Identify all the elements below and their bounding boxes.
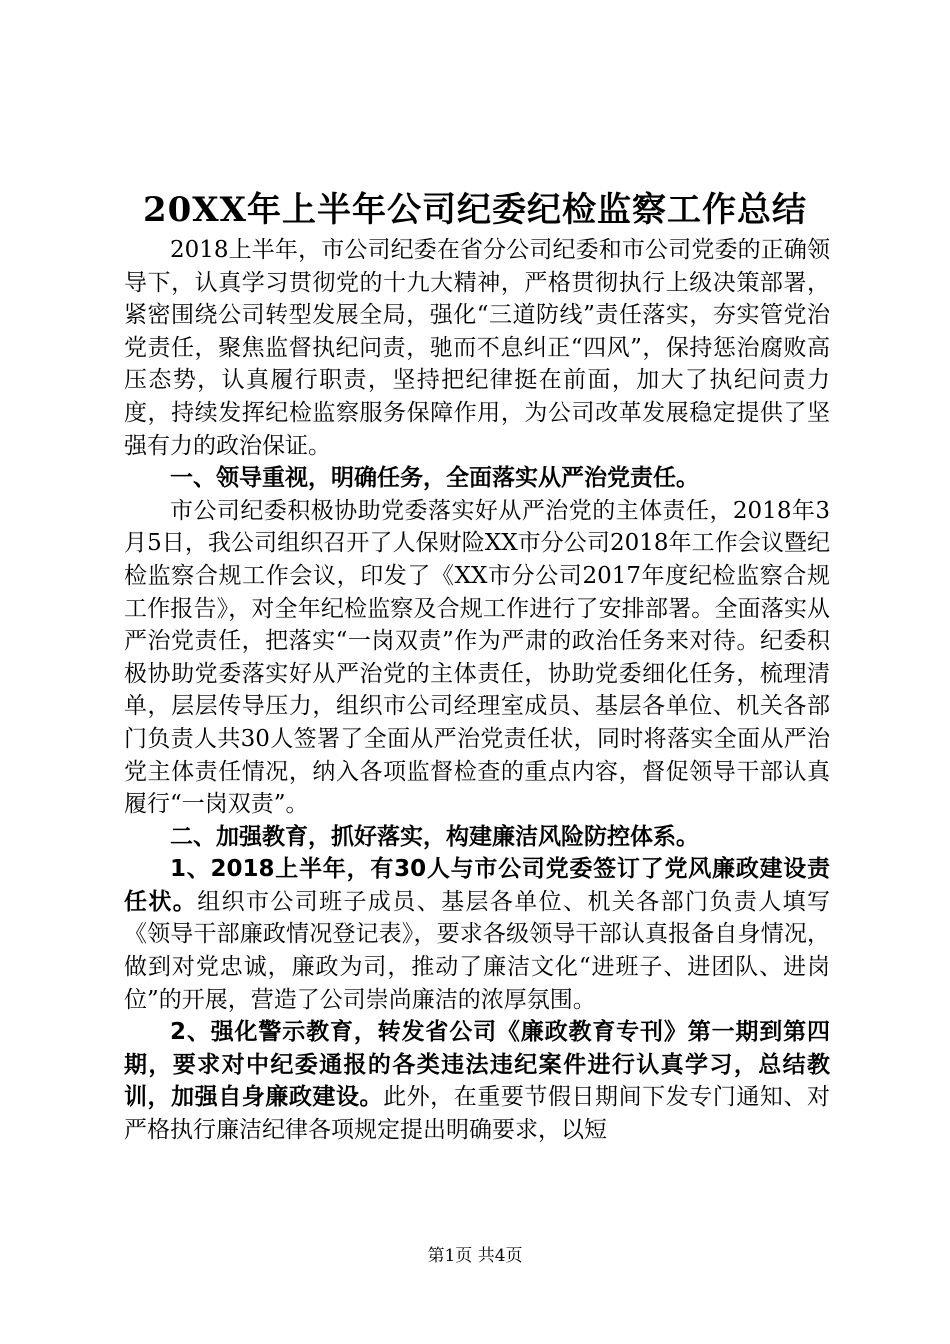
document-title: 20XX年上半年公司纪委纪检监察工作总结 xyxy=(142,190,808,230)
section-heading-2: 二、加强教育，抓好落实，构建廉洁风险防控体系。 xyxy=(170,823,699,850)
paragraph-item-1 xyxy=(124,853,830,1016)
page-number-footer: 第1页 共4页 xyxy=(427,1246,523,1266)
paragraph-item-1-lead: 1、2018上半年，有30人与市公司党委签订了党风廉政建设责任状。 xyxy=(124,856,830,915)
paragraph-intro: 2018上半年，市公司纪委在省分公司纪委和市公司党委的正确领导下，认真学习贯彻党的十九大精神，严格贯彻执行上级决策部署，紧密围绕公司转型发展全局，强化“三道防线”责任落实，夯实管党治党责任，聚焦监督执纪问责，驰而不息纠正“四风”，保持惩治腐败高压态势，认真履行职责，坚持把纪律挺在前面，加大了执纪问责力度，持续发挥纪检监察服务保障作用，为公司改革发展稳定提供了坚强有力的政治保证。 xyxy=(124,237,830,459)
paragraph-item-2 xyxy=(124,1016,830,1146)
document-body xyxy=(124,234,830,1147)
paragraph-section-1: 市公司纪委积极协助党委落实好从严治党的主体责任，2018年3月5日，我公司组织召开了人保财险XX市分公司2018年工作会议暨纪检监察合规工作会议，印发了《XX市分公司2017年度纪检监察合规工作报告》，对全年纪检监察及合规工作进行了安排部署。全面落实从严治党责任，把落实“一岗双责”作为严肃的政治任务来对待。纪委积极协助党委落实好从严治党的主体责任，协助党委细化任务，梳理清单，层层传导压力，组织市公司经理室成员、基层各单位、机关各部门负责人共30人签署了全面从严治党责任状，同时将落实全面从严治党主体责任情况，纳入各项监督检查的重点内容，督促领导干部认真履行“一岗双责”。 xyxy=(124,497,830,818)
paragraph-item-2-body: 此外，在重要节假日期间下发专门通知、对严格执行廉洁纪律各项规定提出明确要求，以短 xyxy=(124,1084,831,1144)
paragraph-item-2-lead: 2、强化警示教育，转发省公司《廉政教育专刊》第一期到第四期，要求对中纪委通报的各类违法违纪案件进行认真学习，总结教训，加强自身廉政建设。 xyxy=(124,1019,830,1111)
paragraph-item-1-body: 组织市公司班子成员、基层各单位、机关各部门负责人填写《领导干部廉政情况登记表》，要求各级领导干部认真报备自身情况，做到对党忠诚，廉政为司，推动了廉洁文化“进班子、进团队、进岗位”的开展，营造了公司崇尚廉洁的浓厚氛围。 xyxy=(124,888,831,1013)
section-heading-1: 一、领导重视，明确任务，全面落实从严治党责任。 xyxy=(170,465,699,492)
